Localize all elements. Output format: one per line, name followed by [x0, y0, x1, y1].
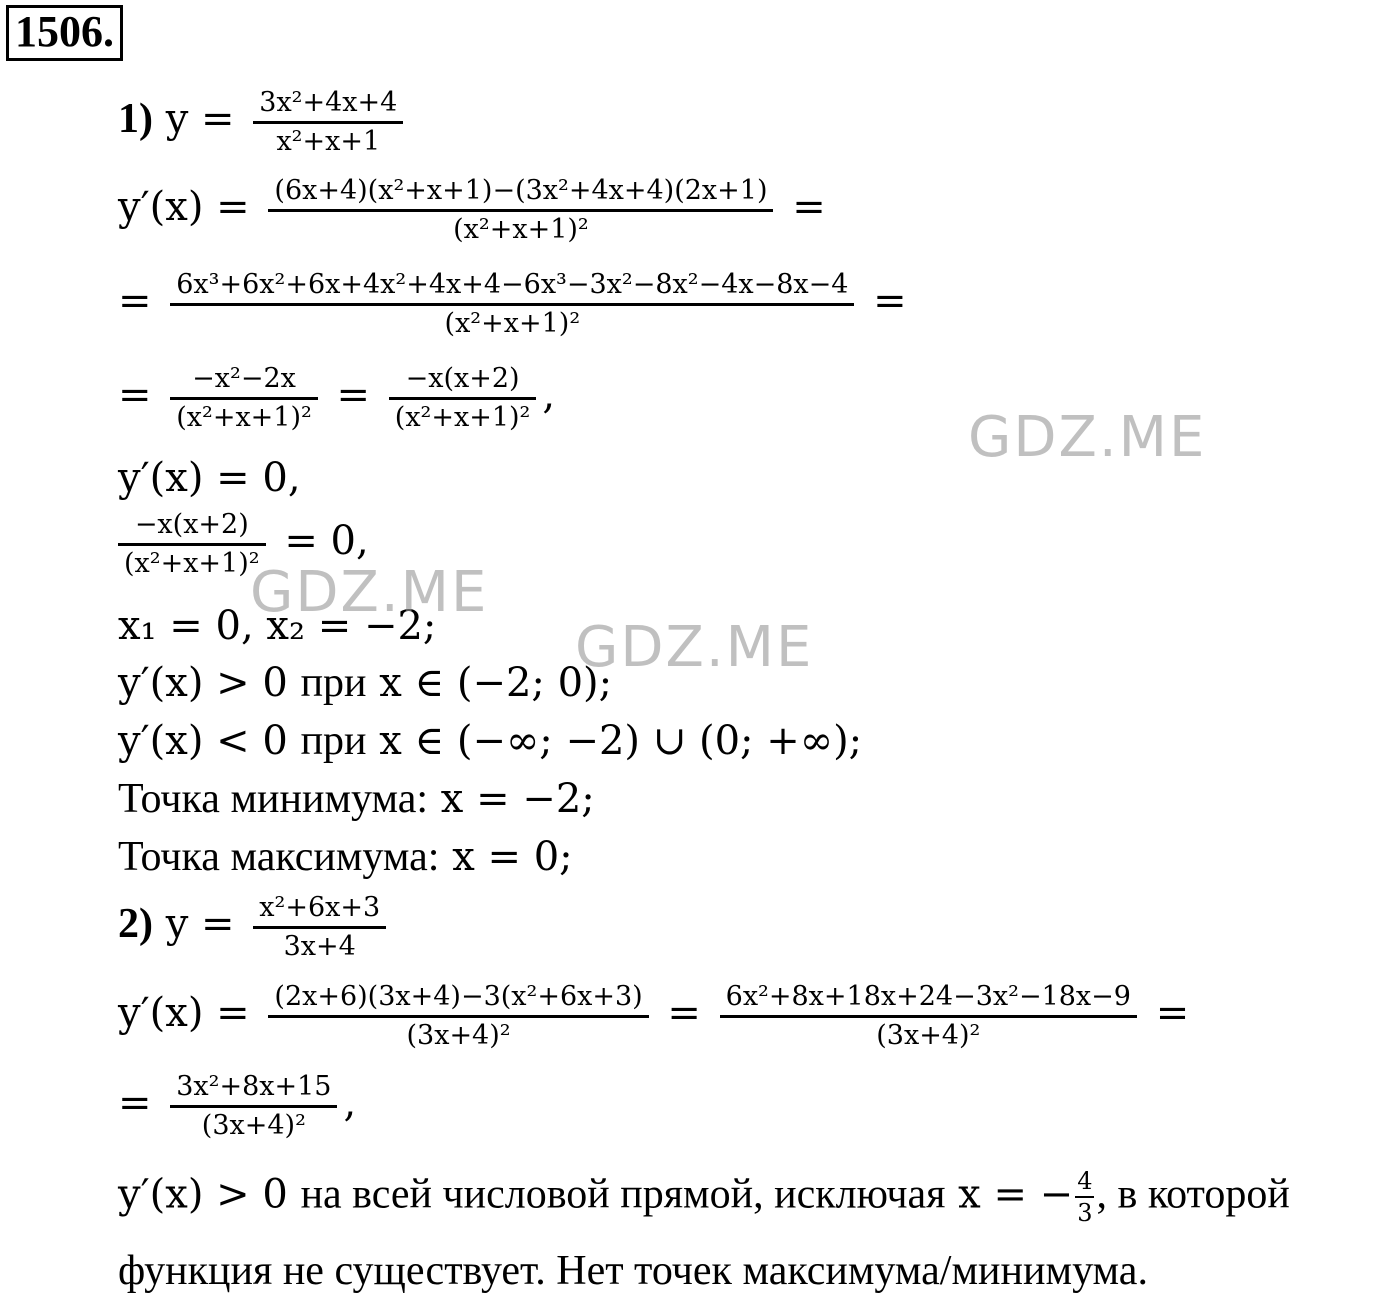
comma: ,	[542, 372, 556, 419]
denominator: 3	[1077, 1199, 1093, 1228]
part1-minimum	[118, 778, 595, 820]
maximum-value: x = 0;	[452, 834, 573, 880]
expanded-fraction	[170, 270, 854, 338]
part1-maximum	[118, 836, 573, 878]
equals-sign: =	[118, 278, 152, 325]
word-pri: при	[300, 660, 367, 706]
numerator: 6x³+6x²+6x+4x²+4x+4−6x³−3x²−8x²−4x−8x−4	[170, 270, 854, 306]
part2-conclusion-line2	[118, 1250, 1148, 1292]
denominator: (3x+4)²	[406, 1019, 511, 1051]
derivative-fraction	[268, 982, 648, 1050]
part2-derivative-line2	[118, 1072, 356, 1140]
interval: x ∈ (−∞; −2) ∪ (0; +∞);	[379, 718, 863, 764]
numerator: −x(x+2)	[118, 510, 266, 546]
simplified-fraction	[170, 364, 318, 432]
part1-def-fraction	[253, 88, 403, 156]
numerator: 6x²+8x+18x+24−3x²−18x−9	[720, 982, 1137, 1018]
zero-equation: y′(x) = 0,	[118, 455, 301, 501]
part1-label: 1)	[118, 96, 153, 143]
excluded-point: x = −	[958, 1171, 1074, 1218]
numerator: (6x+4)(x²+x+1)−(3x²+4x+4)(2x+1)	[268, 176, 773, 212]
part1-derivative-line3	[118, 364, 555, 432]
problem-number: 1506.	[6, 5, 123, 61]
part2-conclusion-line1	[118, 1168, 1290, 1227]
denominator: 3x+4	[283, 930, 356, 962]
equals-sign: =	[1155, 990, 1190, 1037]
denominator: (x²+x+1)²	[176, 401, 312, 433]
part1-def-lhs: y =	[165, 96, 235, 143]
denominator: (x²+x+1)²	[124, 547, 260, 579]
conclusion-text: функция не существует. Нет точек максимума/минимума.	[118, 1248, 1148, 1294]
zero-fraction	[118, 510, 266, 578]
conclusion-text: на всей числовой прямой, исключая	[300, 1171, 946, 1218]
comma: ,	[343, 1080, 357, 1127]
part1-definition	[118, 88, 409, 156]
watermark: GDZ.ME	[250, 560, 489, 625]
simplified-fraction	[170, 1072, 337, 1140]
part2-definition	[118, 893, 392, 961]
derivative-lhs: y′(x) =	[118, 990, 250, 1037]
part2-def-fraction	[253, 893, 386, 961]
watermark: GDZ.ME	[968, 405, 1207, 470]
denominator: (x²+x+1)²	[444, 307, 581, 339]
zero-equals: = 0,	[284, 518, 369, 565]
part2-derivative-line1	[118, 982, 1189, 1050]
part2-def-lhs: y =	[165, 901, 235, 948]
minimum-value: x = −2;	[440, 776, 595, 822]
conclusion-text-end: , в которой	[1096, 1171, 1290, 1218]
part1-positive-interval	[118, 662, 612, 704]
numerator: 4	[1075, 1168, 1094, 1198]
denominator: (3x+4)²	[201, 1109, 306, 1141]
numerator: 3x²+8x+15	[170, 1072, 337, 1108]
derivative-lhs: y′(x) =	[118, 184, 250, 231]
inequality: y′(x) > 0	[118, 1171, 288, 1218]
part1-derivative-line2	[118, 270, 907, 338]
numerator: 3x²+4x+4	[253, 88, 403, 124]
expanded-fraction	[720, 982, 1137, 1050]
factored-fraction	[389, 364, 537, 432]
denominator: (x²+x+1)²	[453, 213, 589, 245]
numerator: (2x+6)(3x+4)−3(x²+6x+3)	[268, 982, 648, 1018]
part1-negative-interval	[118, 720, 862, 762]
watermark: GDZ.ME	[575, 615, 814, 680]
equals-sign: =	[118, 372, 152, 419]
denominator: x²+x+1	[276, 125, 381, 157]
part2-label: 2)	[118, 901, 153, 948]
numerator: −x²−2x	[170, 364, 318, 400]
excluded-fraction	[1075, 1168, 1094, 1227]
maximum-label: Точка максимума:	[118, 834, 440, 880]
interval: x ∈ (−2; 0);	[379, 660, 613, 706]
equals-sign: =	[873, 278, 907, 325]
equals-sign: =	[336, 372, 371, 419]
minimum-label: Точка минимума:	[118, 776, 429, 822]
equals-sign: =	[792, 184, 826, 231]
numerator: −x(x+2)	[389, 364, 537, 400]
part1-derivative-line1	[118, 176, 826, 244]
roots-text: x₁ = 0, x₂ = −2;	[118, 603, 437, 649]
inequality: y′(x) < 0	[118, 718, 288, 764]
numerator: x²+6x+3	[253, 893, 386, 929]
equals-sign: =	[118, 1080, 152, 1127]
equals-sign: =	[667, 990, 701, 1037]
word-pri: при	[300, 718, 367, 764]
denominator: (3x+4)²	[876, 1019, 981, 1051]
inequality: y′(x) > 0	[118, 660, 288, 706]
denominator: (x²+x+1)²	[394, 401, 531, 433]
part1-zero-condition	[118, 455, 301, 501]
derivative-fraction	[268, 176, 773, 244]
